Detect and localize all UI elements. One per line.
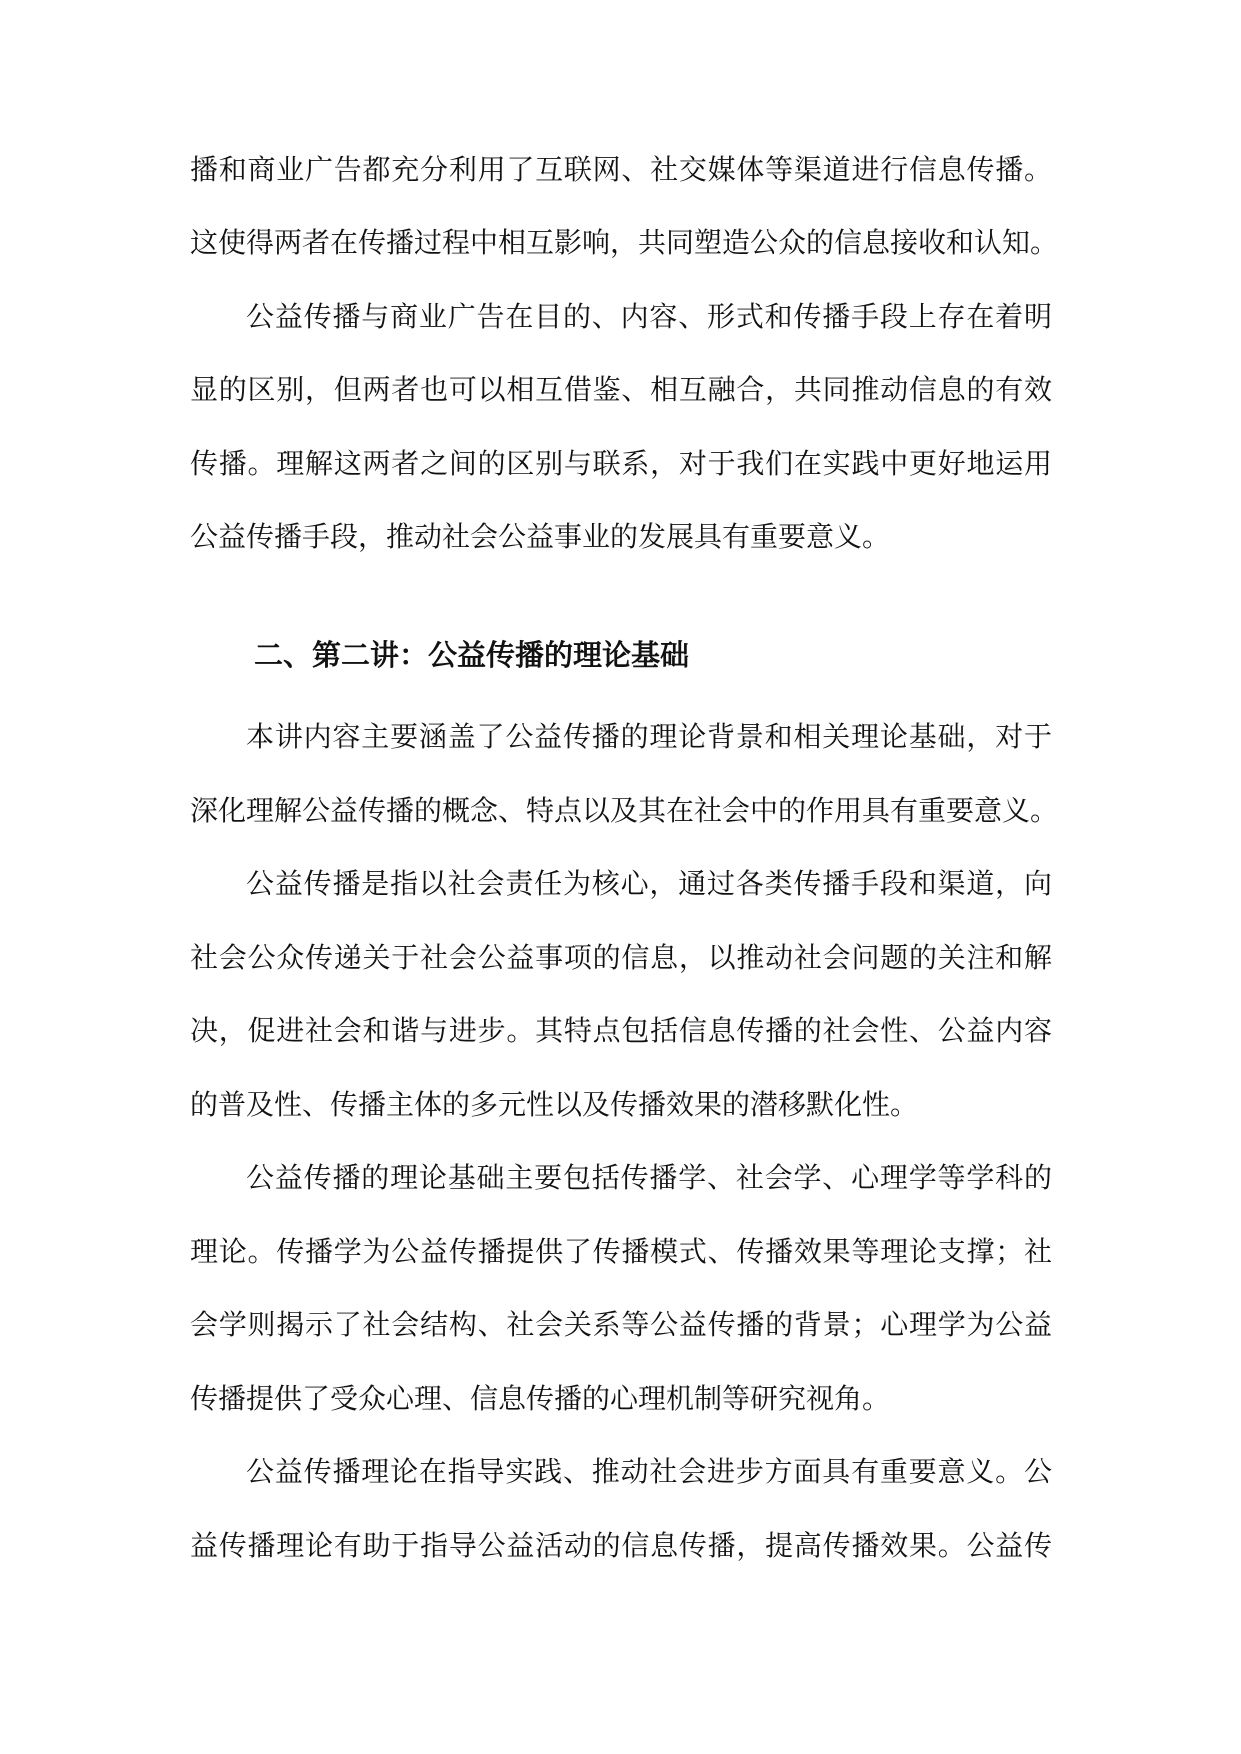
section-paragraph-2-line-1: 公益传播是指以社会责任为核心，通过各类传播手段和渠道，向 xyxy=(246,867,1052,900)
section-paragraph-3-line-1: 公益传播的理论基础主要包括传播学、社会学、心理学等学科的 xyxy=(246,1161,1052,1194)
section-paragraph-3-line-4: 传播提供了受众心理、信息传播的心理机制等研究视角。 xyxy=(190,1382,891,1415)
paragraph-1-line-2: 这使得两者在传播过程中相互影响，共同塑造公众的信息接收和认知。 xyxy=(190,226,1059,259)
section-paragraph-3-line-3: 会学则揭示了社会结构、社会关系等公益传播的背景；心理学为公益 xyxy=(190,1308,1052,1341)
section-paragraph-4-line-2: 益传播理论有助于指导公益活动的信息传播，提高传播效果。公益传 xyxy=(190,1529,1052,1562)
paragraph-2-line-1: 公益传播与商业广告在目的、内容、形式和传播手段上存在着明 xyxy=(246,300,1052,333)
paragraph-2-line-3: 传播。理解这两者之间的区别与联系，对于我们在实践中更好地运用 xyxy=(190,447,1052,480)
section-paragraph-2-line-3: 决，促进社会和谐与进步。其特点包括信息传播的社会性、公益内容 xyxy=(190,1014,1052,1047)
section-heading: 二、第二讲：公益传播的理论基础 xyxy=(254,638,690,672)
paragraph-2-line-2: 显的区别，但两者也可以相互借鉴、相互融合，共同推动信息的有效 xyxy=(190,373,1052,406)
section-paragraph-1-line-2: 深化理解公益传播的概念、特点以及其在社会中的作用具有重要意义。 xyxy=(190,794,1059,827)
paragraph-1-line-1: 播和商业广告都充分利用了互联网、社交媒体等渠道进行信息传播。 xyxy=(190,153,1052,186)
section-paragraph-3-line-2: 理论。传播学为公益传播提供了传播模式、传播效果等理论支撑；社 xyxy=(190,1235,1052,1268)
section-paragraph-2-line-4: 的普及性、传播主体的多元性以及传播效果的潜移默化性。 xyxy=(190,1088,919,1121)
section-paragraph-4-line-1: 公益传播理论在指导实践、推动社会进步方面具有重要意义。公 xyxy=(246,1455,1052,1488)
section-paragraph-1-line-1: 本讲内容主要涵盖了公益传播的理论背景和相关理论基础，对于 xyxy=(246,720,1052,753)
section-paragraph-2-line-2: 社会公众传递关于社会公益事项的信息，以推动社会问题的关注和解 xyxy=(190,941,1052,974)
paragraph-2-line-4: 公益传播手段，推动社会公益事业的发展具有重要意义。 xyxy=(190,520,891,553)
